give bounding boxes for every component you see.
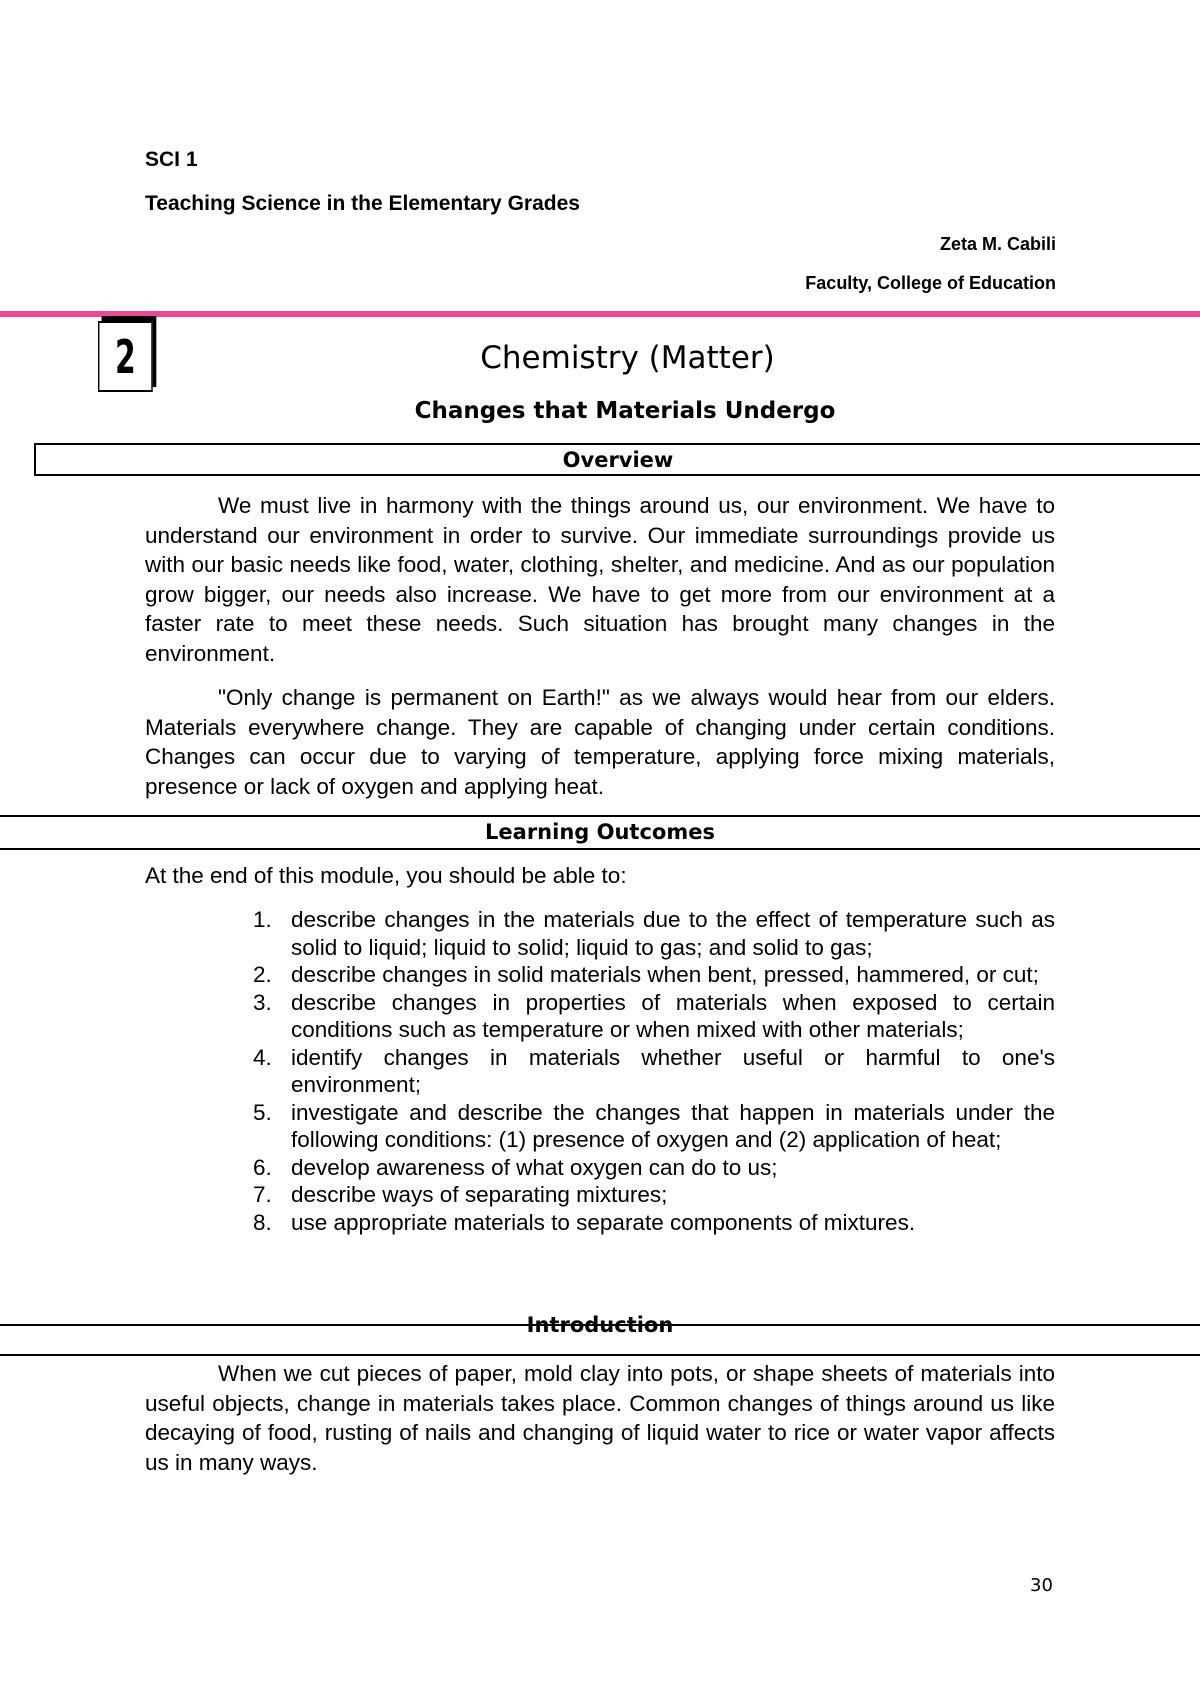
introduction-heading: Introduction bbox=[526, 1313, 674, 1337]
overview-paragraph-1-text: We must live in harmony with the things around us, our environment. We have to understand our environment in order to survive. Our immediate surroundings provide us with our basic needs like food, water, clothing, shelter, and medicine. And as our population grow bigger, our needs also increase. We have to get more from our environment at a faster rate to meet these needs. Such situation has brought many changes in the environment. bbox=[145, 493, 1055, 666]
list-item bbox=[145, 1209, 1055, 1237]
list-item-number: 5. bbox=[253, 1099, 272, 1125]
chapter-number: 2 bbox=[114, 329, 136, 384]
introduction-paragraph-text: When we cut pieces of paper, mold clay into pots, or shape sheets of materials into useful objects, change in materials takes place. Common changes of things around us like decaying of food, rusting of nails and changing of liquid water to rice or water vapor affects us in many ways. bbox=[145, 1361, 1055, 1475]
list-item-text: describe ways of separating mixtures; bbox=[291, 1182, 668, 1207]
list-item-number: 7. bbox=[253, 1182, 272, 1207]
list-item-text: identify changes in materials whether useful or harmful to one's environment; bbox=[291, 1044, 1055, 1097]
learning-outcomes-heading-bar bbox=[0, 815, 1200, 850]
list-item-text: describe changes in solid materials when bent, pressed, hammered, or cut; bbox=[291, 962, 1039, 987]
list-item bbox=[145, 906, 1055, 961]
list-item bbox=[145, 1099, 1055, 1154]
overview-paragraph-1 bbox=[145, 491, 1055, 668]
list-item-text: develop awareness of what oxygen can do to us; bbox=[291, 1154, 778, 1180]
overview-heading: Overview bbox=[562, 448, 674, 472]
course-code: SCI 1 bbox=[145, 148, 198, 171]
page-number: 30 bbox=[1030, 1575, 1053, 1596]
list-item-number: 6. bbox=[253, 1154, 272, 1180]
list-item-text: investigate and describe the changes that happen in materials under the following conditions: (1) presence of oxygen and (2) application of heat; bbox=[291, 1099, 1055, 1152]
course-title: Teaching Science in the Elementary Grades bbox=[145, 192, 580, 215]
introduction-paragraph bbox=[145, 1359, 1055, 1477]
list-item bbox=[145, 1154, 1055, 1182]
overview-heading-bar bbox=[34, 443, 1200, 476]
list-item bbox=[145, 1181, 1055, 1209]
chapter-title: Chemistry (Matter) bbox=[480, 340, 775, 376]
author-role: Faculty, College of Education bbox=[805, 273, 1056, 293]
list-item-text: describe changes in properties of materials when exposed to certain conditions such as temperature or when mixed with other materials; bbox=[291, 989, 1055, 1042]
learning-outcomes-intro: At the end of this module, you should be able to: bbox=[145, 863, 627, 888]
learning-outcomes-list bbox=[145, 906, 1055, 1236]
list-item bbox=[145, 961, 1055, 989]
overview-paragraph-2 bbox=[145, 683, 1055, 801]
chapter-subtitle: Changes that Materials Undergo bbox=[414, 398, 836, 424]
list-item-text: describe changes in the materials due to the effect of temperature such as solid to liquid; liquid to solid; liquid to gas; and solid to gas; bbox=[291, 907, 1055, 960]
list-item-number: 4. bbox=[253, 1044, 272, 1070]
list-item-number: 8. bbox=[253, 1209, 272, 1235]
overview-paragraph-2-text: "Only change is permanent on Earth!" as we always would hear from our elders. Materials everywhere change. They are capable of changing under certain conditions. Changes can occur due to varying of temperature, applying force mixing materials, presence or lack of oxygen and applying heat. bbox=[145, 685, 1055, 799]
accent-divider bbox=[0, 311, 1200, 317]
learning-outcomes-heading: Learning Outcomes bbox=[485, 820, 715, 844]
list-item bbox=[145, 1044, 1055, 1099]
list-item bbox=[145, 989, 1055, 1044]
list-item-number: 2. bbox=[253, 962, 272, 987]
list-item-number: 3. bbox=[253, 989, 272, 1015]
author-name: Zeta M. Cabili bbox=[939, 234, 1056, 254]
list-item-number: 1. bbox=[253, 907, 272, 932]
list-item-text: use appropriate materials to separate components of mixtures. bbox=[291, 1209, 916, 1235]
